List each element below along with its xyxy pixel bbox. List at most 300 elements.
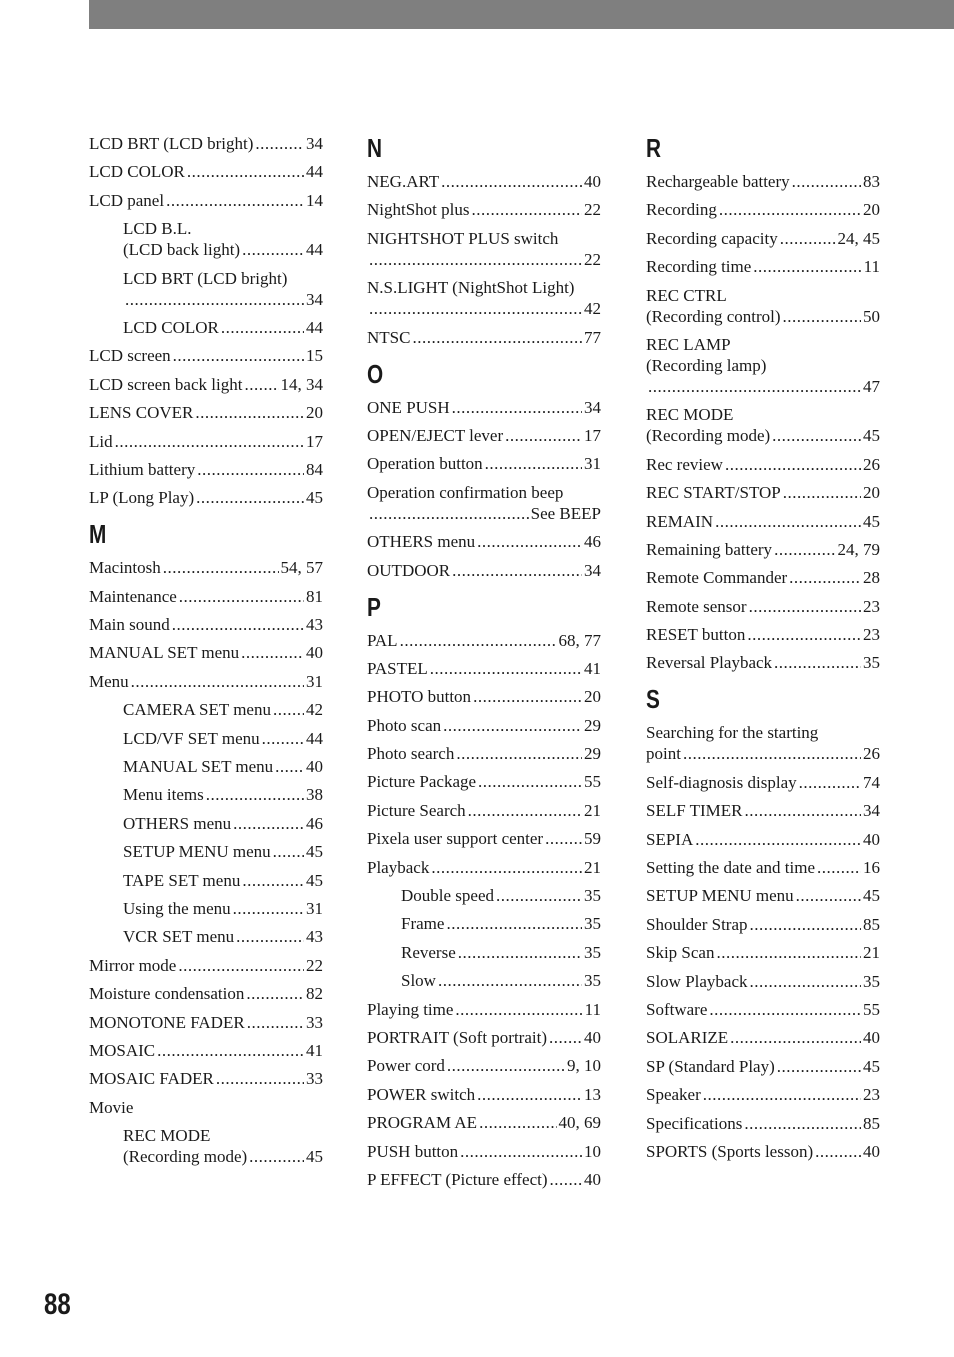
- entry-line: [646, 334, 880, 355]
- entry-term: NightShot plus: [367, 200, 470, 220]
- entry-line: [646, 743, 880, 764]
- index-entry: [89, 983, 323, 1004]
- entry-page: 31: [306, 898, 323, 918]
- entry-line: [367, 560, 601, 581]
- entry-line: [367, 630, 601, 651]
- entry-term: Movie: [89, 1097, 134, 1117]
- entry-term: Remote Commander: [646, 568, 788, 588]
- entry-term: point: [646, 744, 681, 764]
- index-entry: [646, 652, 880, 673]
- leader-dots: [115, 431, 304, 452]
- entry-line: [401, 970, 601, 991]
- entry-term: LP (Long Play): [89, 488, 195, 508]
- entry-line: [367, 228, 601, 249]
- entry-line: [123, 268, 323, 289]
- leader-dots: [479, 1112, 556, 1133]
- index-entry: [646, 1084, 880, 1105]
- entry-term: SP (Standard Play): [646, 1056, 775, 1076]
- leader-dots: [458, 942, 582, 963]
- section-letter: M: [89, 519, 107, 550]
- entry-line: [646, 404, 880, 425]
- leader-dots: [441, 171, 582, 192]
- entry-line: [89, 557, 323, 578]
- leader-dots: [242, 870, 304, 891]
- index-entry: [367, 715, 601, 736]
- leader-dots: [216, 1068, 304, 1089]
- entry-line: [123, 289, 323, 310]
- entry-page: 21: [863, 943, 880, 963]
- entry-page: 14: [306, 190, 323, 210]
- entry-page: 23: [863, 596, 880, 616]
- leader-dots: [750, 971, 861, 992]
- leader-dots: [443, 715, 582, 736]
- index-entry: [646, 999, 880, 1020]
- entry-page: 31: [584, 454, 601, 474]
- index-entry: [89, 345, 323, 366]
- leader-dots: [496, 885, 582, 906]
- entry-line: [646, 829, 880, 850]
- leader-dots: [163, 557, 279, 578]
- entry-page: 40: [306, 643, 323, 663]
- entry-term: MOSAIC: [89, 1040, 156, 1060]
- entry-page: 42: [306, 700, 323, 720]
- entry-line: [646, 511, 880, 532]
- entry-line: [367, 743, 601, 764]
- entry-term: Speaker: [646, 1085, 701, 1105]
- entry-line: [367, 199, 601, 220]
- entry-page: 45: [863, 886, 880, 906]
- section-letter: P: [367, 591, 381, 622]
- entry-term: Power cord: [367, 1056, 445, 1076]
- entry-page: 45: [863, 426, 880, 446]
- entry-page: 43: [306, 615, 323, 635]
- entry-term: (Recording lamp): [646, 355, 767, 375]
- index-entry: [646, 171, 880, 192]
- entry-page: 40: [863, 829, 880, 849]
- index-entry: [89, 671, 323, 692]
- entry-term: Slow: [401, 971, 436, 991]
- entry-page: 31: [306, 671, 323, 691]
- entry-line: [89, 1097, 323, 1118]
- entry-term: RESET button: [646, 625, 746, 645]
- entry-line: [89, 1012, 323, 1033]
- entry-term: SPORTS (Sports lesson): [646, 1141, 814, 1161]
- entry-page: 16: [863, 858, 880, 878]
- entry-term: PORTRAIT (Soft portrait): [367, 1027, 547, 1047]
- index-subentry: [367, 942, 601, 963]
- index-entry: [367, 828, 601, 849]
- entry-term: (Recording mode): [646, 426, 771, 446]
- entry-line: [646, 596, 880, 617]
- leader-dots: [456, 743, 582, 764]
- entry-page: 45: [306, 870, 323, 890]
- entry-line: [367, 453, 601, 474]
- entry-line: [123, 926, 323, 947]
- entry-term: MANUAL SET menu: [123, 757, 274, 777]
- index-entry: [646, 1141, 880, 1162]
- entry-page: 44: [306, 240, 323, 260]
- leader-dots: [550, 1169, 582, 1190]
- leader-dots: [780, 228, 836, 249]
- entry-line: [646, 885, 880, 906]
- entry-term: SETUP MENU menu: [123, 842, 271, 862]
- leader-dots: [703, 1084, 861, 1105]
- entry-page: 54, 57: [280, 558, 323, 578]
- index-entry: [646, 1113, 880, 1134]
- leader-dots: [799, 772, 861, 793]
- entry-line: [89, 402, 323, 423]
- entry-term: Using the menu: [123, 898, 231, 918]
- leader-dots: [125, 289, 304, 310]
- entry-page: 14, 34: [280, 374, 323, 394]
- entry-line: [646, 1027, 880, 1048]
- leader-dots: [485, 453, 582, 474]
- leader-dots: [241, 642, 304, 663]
- entry-term: PASTEL: [367, 658, 428, 678]
- entry-page: 23: [863, 625, 880, 645]
- entry-term: Double speed: [401, 886, 495, 906]
- index-entry: [89, 642, 323, 663]
- entry-term: POWER switch: [367, 1084, 476, 1104]
- entry-term: (Recording control): [646, 306, 781, 326]
- leader-dots: [783, 306, 861, 327]
- entry-term: Slow Playback: [646, 971, 748, 991]
- entry-page: 17: [306, 431, 323, 451]
- index-entry: [89, 1012, 323, 1033]
- entry-line: [646, 942, 880, 963]
- leader-dots: [695, 829, 861, 850]
- entry-page: 85: [863, 1113, 880, 1133]
- entry-term: Playing time: [367, 999, 454, 1019]
- entry-page: 35: [863, 971, 880, 991]
- index-subentry: [89, 784, 323, 805]
- entry-page: 24, 45: [837, 228, 880, 248]
- entry-line: [123, 1125, 323, 1146]
- entry-line: [89, 671, 323, 692]
- entry-page: 43: [306, 927, 323, 947]
- entry-line: [646, 652, 880, 673]
- index-entry: [89, 586, 323, 607]
- entry-page: 38: [306, 785, 323, 805]
- entry-term: Skip Scan: [646, 943, 715, 963]
- entry-line: [646, 482, 880, 503]
- index-entry: [89, 374, 323, 395]
- entry-page: 83: [863, 172, 880, 191]
- leader-dots: [772, 425, 861, 446]
- entry-term: Recording capacity: [646, 228, 778, 248]
- entry-term: NIGHTSHOT PLUS switch: [367, 228, 559, 248]
- entry-page: 34: [863, 801, 880, 821]
- section-letter: O: [367, 358, 384, 389]
- entry-term: Menu items: [123, 785, 204, 805]
- index-entry: [367, 771, 601, 792]
- leader-dots: [157, 1040, 304, 1061]
- index-subentry: [89, 218, 323, 260]
- entry-term: REC CTRL: [646, 285, 727, 305]
- index-entry: [646, 567, 880, 588]
- entry-line: [123, 699, 323, 720]
- index-entry: [367, 560, 601, 581]
- index-entry: [646, 539, 880, 560]
- entry-line: [123, 756, 323, 777]
- entry-page: 59: [584, 829, 601, 849]
- entry-line: [89, 431, 323, 452]
- index-entry: [367, 1027, 601, 1048]
- entry-term: MANUAL SET menu: [89, 643, 240, 663]
- index-entry: [646, 829, 880, 850]
- section-letter: S: [646, 684, 660, 715]
- entry-term: LCD B.L.: [123, 219, 192, 239]
- entry-line: [367, 425, 601, 446]
- leader-dots: [749, 596, 861, 617]
- index-entry: [89, 487, 323, 508]
- entry-term: REC MODE: [123, 1126, 211, 1146]
- entry-page: 34: [306, 289, 323, 309]
- leader-dots: [750, 914, 861, 935]
- entry-term: Picture Search: [367, 800, 466, 820]
- entry-line: [367, 482, 601, 503]
- index-entry: [646, 256, 880, 277]
- entry-line: [367, 397, 601, 418]
- entry-page: 29: [584, 744, 601, 764]
- entry-page: 45: [306, 842, 323, 862]
- entry-term: LCD COLOR: [89, 162, 185, 182]
- entry-term: Setting the date and time: [646, 858, 816, 878]
- index-entry: [89, 557, 323, 578]
- entry-page: 77: [584, 327, 601, 347]
- entry-term: LCD BRT (LCD bright): [89, 134, 254, 153]
- entry-page: 44: [306, 317, 323, 337]
- entry-page: 21: [584, 800, 601, 820]
- leader-dots: [166, 190, 304, 211]
- index-entry: [646, 624, 880, 645]
- entry-term: Frame: [401, 914, 445, 934]
- entry-term: Moisture condensation: [89, 984, 245, 1004]
- entry-line: [367, 828, 601, 849]
- leader-dots: [777, 1056, 861, 1077]
- entry-term: Operation button: [367, 454, 483, 474]
- entry-term: Recording time: [646, 257, 752, 277]
- index-entry: [367, 1112, 601, 1133]
- entry-page: 22: [306, 955, 323, 975]
- index-entry: [646, 914, 880, 935]
- entry-term: LCD BRT (LCD bright): [123, 268, 288, 288]
- index-entry: [367, 800, 601, 821]
- entry-line: [123, 841, 323, 862]
- leader-dots: [246, 983, 304, 1004]
- entry-term: Picture Package: [367, 772, 477, 792]
- entry-line: [646, 1141, 880, 1162]
- entry-line: [646, 800, 880, 821]
- leader-dots: [131, 671, 304, 692]
- entry-term: OTHERS menu: [367, 532, 476, 552]
- index-entry: [89, 402, 323, 423]
- index-entry: [646, 482, 880, 503]
- leader-dots: [412, 327, 582, 348]
- entry-page: 45: [306, 488, 323, 508]
- entry-line: [646, 999, 880, 1020]
- leader-dots: [472, 199, 583, 220]
- entry-line: [89, 614, 323, 635]
- index-entry: [367, 199, 601, 220]
- entry-page: 40: [584, 1027, 601, 1047]
- entry-line: [367, 1112, 601, 1133]
- index-subentry: [89, 898, 323, 919]
- leader-dots: [452, 560, 582, 581]
- index-entry: [367, 1169, 601, 1190]
- leader-dots: [369, 249, 582, 270]
- entry-line: [367, 503, 601, 524]
- index-entry: [646, 596, 880, 617]
- index-entry: [646, 199, 880, 220]
- index-entry: [367, 228, 601, 270]
- entry-page: 81: [306, 586, 323, 606]
- entry-line: [367, 715, 601, 736]
- leader-dots: [789, 567, 861, 588]
- leader-dots: [774, 652, 861, 673]
- entry-line: [367, 531, 601, 552]
- entry-term: Reverse: [401, 942, 456, 962]
- entry-line: [367, 999, 601, 1020]
- entry-page: 45: [863, 511, 880, 531]
- entry-line: [89, 586, 323, 607]
- leader-dots: [179, 586, 304, 607]
- leader-dots: [178, 955, 304, 976]
- index-subentry: [367, 913, 601, 934]
- entry-page: See BEEP: [530, 503, 601, 523]
- leader-dots: [275, 756, 304, 777]
- leader-dots: [195, 402, 304, 423]
- entry-term: Rec review: [646, 454, 723, 474]
- entry-term: Main sound: [89, 615, 170, 635]
- entry-term: Lithium battery: [89, 459, 196, 479]
- leader-dots: [477, 1084, 582, 1105]
- leader-dots: [796, 885, 861, 906]
- leader-dots: [455, 999, 582, 1020]
- index-entry: [646, 511, 880, 532]
- leader-dots: [233, 898, 304, 919]
- entry-line: [89, 459, 323, 480]
- entry-page: 29: [584, 715, 601, 735]
- entry-term: REC LAMP: [646, 334, 731, 354]
- index-subentry: [89, 870, 323, 891]
- entry-term: LCD/VF SET menu: [123, 728, 260, 748]
- leader-dots: [709, 999, 861, 1020]
- leader-dots: [730, 1027, 861, 1048]
- leader-dots: [242, 239, 304, 260]
- entry-term: TAPE SET menu: [123, 870, 241, 890]
- entry-line: [646, 914, 880, 935]
- leader-dots: [249, 1146, 304, 1167]
- index-entry: [646, 1056, 880, 1077]
- entry-term: SEPIA: [646, 829, 694, 849]
- leader-dots: [273, 841, 304, 862]
- entry-page: 84: [306, 459, 323, 479]
- entry-term: REC MODE: [646, 405, 734, 425]
- leader-dots: [173, 345, 304, 366]
- leader-dots: [753, 256, 861, 277]
- leader-dots: [447, 1055, 565, 1076]
- header-bar: [89, 0, 954, 29]
- leader-dots: [648, 376, 861, 397]
- index-column-2: [367, 133, 601, 1197]
- leader-dots: [221, 317, 304, 338]
- entry-page: 10: [584, 1141, 601, 1161]
- entry-term: MONOTONE FADER: [89, 1012, 245, 1032]
- entry-page: 41: [584, 658, 601, 678]
- entry-line: [401, 913, 601, 934]
- leader-dots: [715, 511, 861, 532]
- entry-page: 40: [584, 172, 601, 191]
- entry-page: 44: [306, 728, 323, 748]
- entry-line: [123, 870, 323, 891]
- index-entry: [89, 1040, 323, 1061]
- index-entry: [367, 857, 601, 878]
- leader-dots: [233, 813, 304, 834]
- entry-term: Rechargeable battery: [646, 172, 790, 191]
- entry-page: 35: [584, 886, 601, 906]
- entry-line: [646, 624, 880, 645]
- leader-dots: [505, 425, 582, 446]
- entry-term: P EFFECT (Picture effect): [367, 1169, 548, 1189]
- leader-dots: [196, 487, 304, 508]
- entry-line: [367, 327, 601, 348]
- leader-dots: [783, 482, 861, 503]
- index-entry: [646, 454, 880, 475]
- entry-page: 40: [306, 757, 323, 777]
- entry-page: 34: [306, 134, 323, 153]
- entry-term: (LCD back light): [123, 240, 241, 260]
- entry-page: 17: [584, 425, 601, 445]
- entry-line: [646, 772, 880, 793]
- entry-line: [123, 218, 323, 239]
- leader-dots: [446, 913, 582, 934]
- entry-page: 20: [306, 403, 323, 423]
- entry-line: [123, 784, 323, 805]
- index-entry: [367, 277, 601, 319]
- leader-dots: [745, 800, 861, 821]
- entry-term: N.S.LIGHT (NightShot Light): [367, 278, 575, 298]
- leader-dots: [244, 374, 278, 395]
- index-entry: [367, 686, 601, 707]
- entry-term: LCD panel: [89, 190, 165, 210]
- entry-line: [89, 955, 323, 976]
- entry-page: 11: [584, 999, 601, 1019]
- entry-line: [646, 539, 880, 560]
- entry-page: 9, 10: [567, 1056, 601, 1076]
- index-subentry: [89, 926, 323, 947]
- index-entry: [367, 453, 601, 474]
- index-entry: [646, 857, 880, 878]
- entry-line: [89, 642, 323, 663]
- section-letter: R: [646, 133, 662, 163]
- leader-dots: [792, 171, 861, 192]
- entry-page: 28: [863, 568, 880, 588]
- entry-page: 13: [584, 1084, 601, 1104]
- index-entry: [89, 431, 323, 452]
- leader-dots: [369, 503, 529, 524]
- leader-dots: [247, 1012, 304, 1033]
- entry-line: [367, 171, 601, 192]
- entry-term: Maintenance: [89, 586, 177, 606]
- entry-line: [401, 885, 601, 906]
- section-letter: N: [367, 133, 383, 163]
- entry-term: VCR SET menu: [123, 927, 235, 947]
- entry-line: [123, 728, 323, 749]
- leader-dots: [477, 531, 582, 552]
- entry-term: Operation confirmation beep: [367, 482, 564, 502]
- entry-term: Shoulder Strap: [646, 914, 748, 934]
